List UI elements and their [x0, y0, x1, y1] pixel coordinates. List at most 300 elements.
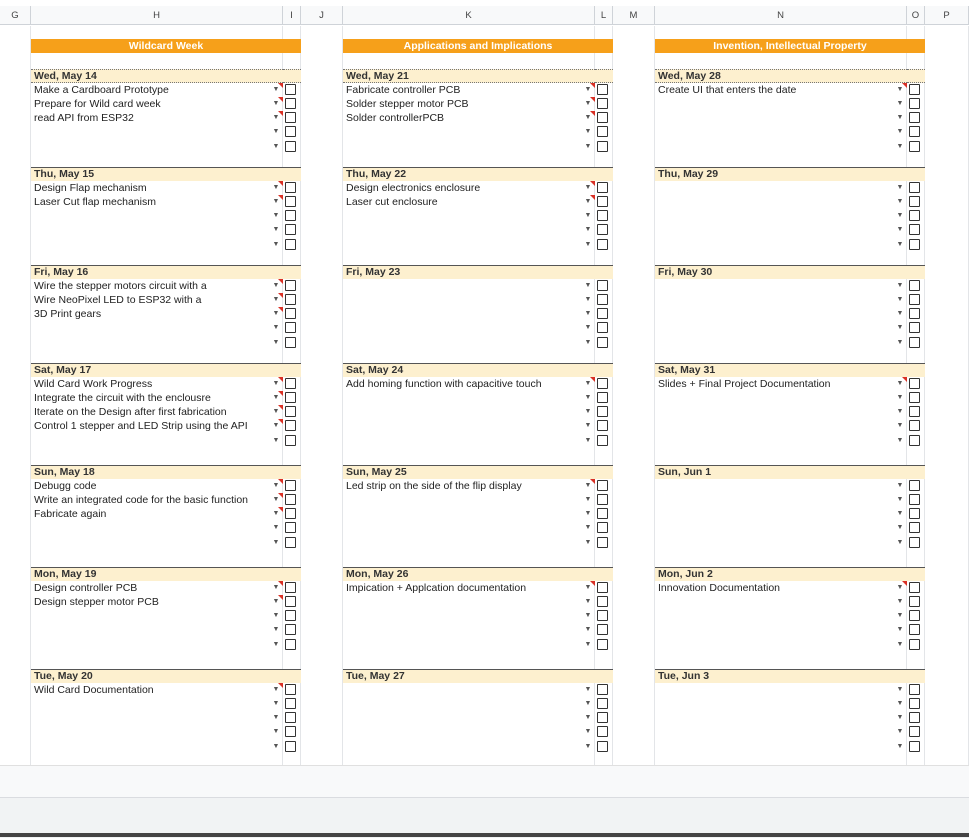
task-cell[interactable]	[655, 479, 895, 493]
task-checkbox[interactable]	[597, 582, 608, 593]
task-checkbox[interactable]	[909, 684, 920, 695]
chevron-down-icon[interactable]: ▼	[896, 626, 904, 633]
task-checkbox[interactable]	[909, 98, 920, 109]
task-checkbox[interactable]	[285, 196, 296, 207]
chevron-down-icon[interactable]: ▼	[272, 408, 280, 415]
day-header[interactable]	[31, 567, 283, 581]
task-checkbox[interactable]	[909, 322, 920, 333]
task-cell[interactable]: Write an integrated code for the basic function	[34, 494, 249, 506]
chevron-down-icon[interactable]: ▼	[896, 408, 904, 415]
task-checkbox[interactable]	[909, 435, 920, 446]
task-checkbox[interactable]	[909, 624, 920, 635]
day-header[interactable]	[655, 567, 907, 581]
chevron-down-icon[interactable]: ▼	[896, 714, 904, 721]
chevron-down-icon[interactable]: ▼	[584, 437, 592, 444]
task-cell[interactable]	[655, 111, 895, 125]
task-checkbox[interactable]	[597, 624, 608, 635]
task-checkbox[interactable]	[909, 698, 920, 709]
week-title[interactable]: Invention, Intellectual Property	[655, 39, 925, 53]
task-checkbox[interactable]	[285, 435, 296, 446]
chevron-down-icon[interactable]: ▼	[272, 524, 280, 531]
task-checkbox[interactable]	[909, 141, 920, 152]
task-cell[interactable]	[655, 711, 895, 725]
task-cell[interactable]	[343, 711, 583, 725]
task-checkbox[interactable]	[285, 406, 296, 417]
task-checkbox[interactable]	[909, 537, 920, 548]
task-cell[interactable]: Impication + Applcation documentation	[346, 582, 527, 594]
task-cell[interactable]	[31, 609, 271, 623]
task-checkbox[interactable]	[285, 508, 296, 519]
task-checkbox[interactable]	[909, 210, 920, 221]
task-checkbox[interactable]	[909, 508, 920, 519]
chevron-down-icon[interactable]: ▼	[896, 524, 904, 531]
task-checkbox[interactable]	[597, 698, 608, 709]
day-header[interactable]	[655, 363, 907, 377]
chevron-down-icon[interactable]: ▼	[272, 380, 280, 387]
task-cell[interactable]: Wire NeoPixel LED to ESP32 with a	[34, 294, 202, 306]
task-cell[interactable]: Iterate on the Design after first fabrication	[34, 406, 227, 418]
task-cell[interactable]: Design stepper motor PCB	[34, 596, 159, 608]
task-checkbox[interactable]	[909, 84, 920, 95]
chevron-down-icon[interactable]: ▼	[896, 437, 904, 444]
task-cell[interactable]: Solder controllerPCB	[346, 112, 445, 124]
task-checkbox[interactable]	[285, 420, 296, 431]
task-cell[interactable]: Fabricate again	[34, 508, 107, 520]
chevron-down-icon[interactable]: ▼	[584, 584, 592, 591]
task-checkbox[interactable]	[285, 239, 296, 250]
task-checkbox[interactable]	[597, 210, 608, 221]
chevron-down-icon[interactable]: ▼	[896, 212, 904, 219]
task-checkbox[interactable]	[909, 420, 920, 431]
chevron-down-icon[interactable]: ▼	[896, 184, 904, 191]
task-checkbox[interactable]	[285, 596, 296, 607]
chevron-down-icon[interactable]: ▼	[584, 86, 592, 93]
column-header-n[interactable]: N	[655, 6, 907, 25]
task-cell[interactable]: Design electronics enclosure	[346, 182, 481, 194]
task-cell[interactable]	[31, 209, 271, 223]
task-checkbox[interactable]	[285, 322, 296, 333]
chevron-down-icon[interactable]: ▼	[584, 324, 592, 331]
chevron-down-icon[interactable]: ▼	[584, 310, 592, 317]
task-checkbox[interactable]	[285, 494, 296, 505]
task-cell[interactable]: Slides + Final Project Documentation	[658, 378, 831, 390]
chevron-down-icon[interactable]: ▼	[896, 114, 904, 121]
task-checkbox[interactable]	[285, 522, 296, 533]
chevron-down-icon[interactable]: ▼	[896, 296, 904, 303]
column-header-l[interactable]: L	[595, 6, 613, 25]
task-cell[interactable]	[343, 223, 583, 237]
task-cell[interactable]	[343, 493, 583, 507]
chevron-down-icon[interactable]: ▼	[896, 743, 904, 750]
chevron-down-icon[interactable]: ▼	[272, 482, 280, 489]
task-checkbox[interactable]	[597, 196, 608, 207]
chevron-down-icon[interactable]: ▼	[584, 598, 592, 605]
chevron-down-icon[interactable]: ▼	[272, 728, 280, 735]
task-cell[interactable]: Wire the stepper motors circuit with a	[34, 280, 207, 292]
chevron-down-icon[interactable]: ▼	[584, 743, 592, 750]
task-checkbox[interactable]	[909, 582, 920, 593]
task-cell[interactable]: Design controller PCB	[34, 582, 138, 594]
chevron-down-icon[interactable]: ▼	[584, 482, 592, 489]
chevron-down-icon[interactable]: ▼	[896, 700, 904, 707]
chevron-down-icon[interactable]: ▼	[896, 394, 904, 401]
chevron-down-icon[interactable]: ▼	[272, 626, 280, 633]
chevron-down-icon[interactable]: ▼	[584, 143, 592, 150]
task-checkbox[interactable]	[597, 406, 608, 417]
task-cell[interactable]: Design Flap mechanism	[34, 182, 147, 194]
task-cell[interactable]: Laser Cut flap mechanism	[34, 196, 156, 208]
task-checkbox[interactable]	[597, 741, 608, 752]
chevron-down-icon[interactable]: ▼	[272, 437, 280, 444]
task-cell[interactable]	[655, 293, 895, 307]
chevron-down-icon[interactable]: ▼	[584, 128, 592, 135]
chevron-down-icon[interactable]: ▼	[272, 128, 280, 135]
day-header[interactable]	[343, 567, 595, 581]
task-cell[interactable]	[31, 697, 271, 711]
chevron-down-icon[interactable]: ▼	[896, 241, 904, 248]
chevron-down-icon[interactable]: ▼	[272, 394, 280, 401]
task-checkbox[interactable]	[909, 294, 920, 305]
task-cell[interactable]	[655, 195, 895, 209]
task-checkbox[interactable]	[597, 684, 608, 695]
task-cell[interactable]: Fabricate controller PCB	[346, 84, 461, 96]
chevron-down-icon[interactable]: ▼	[584, 241, 592, 248]
task-checkbox[interactable]	[909, 522, 920, 533]
task-checkbox[interactable]	[909, 337, 920, 348]
chevron-down-icon[interactable]: ▼	[584, 296, 592, 303]
week-title[interactable]: Wildcard Week	[31, 39, 301, 53]
task-cell[interactable]	[655, 507, 895, 521]
day-header[interactable]	[343, 167, 595, 181]
chevron-down-icon[interactable]: ▼	[584, 612, 592, 619]
task-checkbox[interactable]	[597, 84, 608, 95]
chevron-down-icon[interactable]: ▼	[272, 198, 280, 205]
chevron-down-icon[interactable]: ▼	[272, 114, 280, 121]
task-checkbox[interactable]	[909, 378, 920, 389]
task-cell[interactable]	[343, 405, 583, 419]
column-header-p[interactable]: P	[925, 6, 969, 25]
day-header[interactable]	[31, 265, 283, 279]
chevron-down-icon[interactable]: ▼	[896, 641, 904, 648]
task-checkbox[interactable]	[285, 112, 296, 123]
task-cell[interactable]: Solder stepper motor PCB	[346, 98, 469, 110]
chevron-down-icon[interactable]: ▼	[584, 282, 592, 289]
chevron-down-icon[interactable]: ▼	[584, 212, 592, 219]
task-cell[interactable]	[343, 521, 583, 535]
chevron-down-icon[interactable]: ▼	[896, 584, 904, 591]
task-checkbox[interactable]	[285, 712, 296, 723]
day-header[interactable]	[343, 69, 595, 83]
task-cell[interactable]: Led strip on the side of the flip display	[346, 480, 522, 492]
task-cell[interactable]: Debugg code	[34, 480, 97, 492]
task-cell[interactable]: Create UI that enters the date	[658, 84, 797, 96]
day-header[interactable]	[343, 465, 595, 479]
chevron-down-icon[interactable]: ▼	[896, 380, 904, 387]
chevron-down-icon[interactable]: ▼	[896, 198, 904, 205]
chevron-down-icon[interactable]: ▼	[584, 524, 592, 531]
task-cell[interactable]	[343, 307, 583, 321]
task-checkbox[interactable]	[597, 392, 608, 403]
task-checkbox[interactable]	[285, 210, 296, 221]
chevron-down-icon[interactable]: ▼	[272, 324, 280, 331]
task-checkbox[interactable]	[909, 239, 920, 250]
task-checkbox[interactable]	[285, 182, 296, 193]
task-checkbox[interactable]	[909, 126, 920, 137]
task-checkbox[interactable]	[597, 378, 608, 389]
task-cell[interactable]	[343, 391, 583, 405]
chevron-down-icon[interactable]: ▼	[272, 714, 280, 721]
chevron-down-icon[interactable]: ▼	[896, 496, 904, 503]
task-cell[interactable]	[655, 321, 895, 335]
task-checkbox[interactable]	[285, 308, 296, 319]
chevron-down-icon[interactable]: ▼	[272, 612, 280, 619]
task-cell[interactable]	[655, 609, 895, 623]
task-checkbox[interactable]	[597, 182, 608, 193]
chevron-down-icon[interactable]: ▼	[584, 114, 592, 121]
task-checkbox[interactable]	[597, 610, 608, 621]
day-header[interactable]	[655, 265, 907, 279]
task-checkbox[interactable]	[285, 610, 296, 621]
task-checkbox[interactable]	[597, 224, 608, 235]
task-cell[interactable]	[31, 125, 271, 139]
chevron-down-icon[interactable]: ▼	[896, 86, 904, 93]
task-checkbox[interactable]	[597, 712, 608, 723]
task-cell[interactable]	[343, 507, 583, 521]
task-cell[interactable]	[343, 697, 583, 711]
task-checkbox[interactable]	[285, 337, 296, 348]
task-checkbox[interactable]	[285, 84, 296, 95]
chevron-down-icon[interactable]: ▼	[584, 422, 592, 429]
task-checkbox[interactable]	[285, 224, 296, 235]
task-cell[interactable]	[343, 279, 583, 293]
task-checkbox[interactable]	[597, 337, 608, 348]
task-cell[interactable]	[655, 181, 895, 195]
chevron-down-icon[interactable]: ▼	[272, 339, 280, 346]
task-checkbox[interactable]	[285, 684, 296, 695]
task-cell[interactable]	[655, 223, 895, 237]
chevron-down-icon[interactable]: ▼	[272, 86, 280, 93]
chevron-down-icon[interactable]: ▼	[896, 100, 904, 107]
chevron-down-icon[interactable]: ▼	[896, 539, 904, 546]
task-checkbox[interactable]	[285, 582, 296, 593]
task-cell[interactable]	[655, 125, 895, 139]
task-checkbox[interactable]	[597, 126, 608, 137]
task-cell[interactable]: Add homing function with capacitive touch	[346, 378, 542, 390]
task-checkbox[interactable]	[597, 420, 608, 431]
chevron-down-icon[interactable]: ▼	[272, 226, 280, 233]
task-checkbox[interactable]	[285, 126, 296, 137]
chevron-down-icon[interactable]: ▼	[584, 714, 592, 721]
task-cell[interactable]	[655, 595, 895, 609]
chevron-down-icon[interactable]: ▼	[272, 700, 280, 707]
chevron-down-icon[interactable]: ▼	[584, 510, 592, 517]
chevron-down-icon[interactable]: ▼	[584, 626, 592, 633]
task-checkbox[interactable]	[597, 280, 608, 291]
sheet-tab-bar[interactable]	[0, 797, 969, 838]
chevron-down-icon[interactable]: ▼	[584, 100, 592, 107]
day-header[interactable]	[31, 465, 283, 479]
chevron-down-icon[interactable]: ▼	[584, 539, 592, 546]
task-cell[interactable]	[31, 725, 271, 739]
column-header-h[interactable]: H	[31, 6, 283, 25]
task-checkbox[interactable]	[597, 294, 608, 305]
task-checkbox[interactable]	[285, 141, 296, 152]
day-header[interactable]	[343, 265, 595, 279]
column-header-k[interactable]: K	[343, 6, 595, 25]
task-cell[interactable]	[655, 307, 895, 321]
chevron-down-icon[interactable]: ▼	[272, 241, 280, 248]
task-checkbox[interactable]	[285, 639, 296, 650]
task-cell[interactable]	[655, 391, 895, 405]
chevron-down-icon[interactable]: ▼	[272, 143, 280, 150]
day-header[interactable]	[655, 167, 907, 181]
task-cell[interactable]	[655, 419, 895, 433]
task-cell[interactable]	[655, 521, 895, 535]
task-cell[interactable]	[343, 725, 583, 739]
task-checkbox[interactable]	[285, 537, 296, 548]
chevron-down-icon[interactable]: ▼	[896, 324, 904, 331]
task-cell[interactable]	[655, 97, 895, 111]
task-checkbox[interactable]	[597, 639, 608, 650]
column-header-g[interactable]: G	[0, 6, 31, 25]
chevron-down-icon[interactable]: ▼	[272, 184, 280, 191]
task-cell[interactable]	[343, 209, 583, 223]
task-cell[interactable]	[31, 223, 271, 237]
chevron-down-icon[interactable]: ▼	[272, 641, 280, 648]
task-cell[interactable]: Control 1 stepper and LED Strip using the API	[34, 420, 248, 432]
task-cell[interactable]: Prepare for Wild card week	[34, 98, 161, 110]
task-checkbox[interactable]	[285, 624, 296, 635]
task-checkbox[interactable]	[597, 98, 608, 109]
task-checkbox[interactable]	[285, 294, 296, 305]
chevron-down-icon[interactable]: ▼	[584, 184, 592, 191]
task-cell[interactable]: Wild Card Work Progress	[34, 378, 153, 390]
task-checkbox[interactable]	[909, 726, 920, 737]
task-cell[interactable]	[343, 293, 583, 307]
task-cell[interactable]: read API from ESP32	[34, 112, 134, 124]
task-checkbox[interactable]	[909, 308, 920, 319]
task-checkbox[interactable]	[909, 596, 920, 607]
task-checkbox[interactable]	[909, 280, 920, 291]
chevron-down-icon[interactable]: ▼	[896, 226, 904, 233]
chevron-down-icon[interactable]: ▼	[272, 212, 280, 219]
task-checkbox[interactable]	[285, 480, 296, 491]
task-cell[interactable]: Innovation Documentation	[658, 582, 780, 594]
chevron-down-icon[interactable]: ▼	[584, 641, 592, 648]
task-checkbox[interactable]	[285, 98, 296, 109]
task-checkbox[interactable]	[285, 392, 296, 403]
task-checkbox[interactable]	[909, 480, 920, 491]
chevron-down-icon[interactable]: ▼	[896, 310, 904, 317]
task-cell[interactable]: Integrate the circuit with the enclousre	[34, 392, 211, 404]
task-checkbox[interactable]	[909, 406, 920, 417]
task-checkbox[interactable]	[909, 182, 920, 193]
task-cell[interactable]	[655, 725, 895, 739]
task-cell[interactable]	[343, 419, 583, 433]
task-cell[interactable]	[343, 609, 583, 623]
task-checkbox[interactable]	[597, 322, 608, 333]
chevron-down-icon[interactable]: ▼	[272, 539, 280, 546]
task-cell[interactable]: 3D Print gears	[34, 308, 102, 320]
chevron-down-icon[interactable]: ▼	[272, 584, 280, 591]
chevron-down-icon[interactable]: ▼	[584, 728, 592, 735]
chevron-down-icon[interactable]: ▼	[272, 496, 280, 503]
task-checkbox[interactable]	[285, 378, 296, 389]
chevron-down-icon[interactable]: ▼	[584, 496, 592, 503]
task-checkbox[interactable]	[597, 480, 608, 491]
chevron-down-icon[interactable]: ▼	[896, 728, 904, 735]
task-cell[interactable]	[343, 623, 583, 637]
task-cell[interactable]	[31, 321, 271, 335]
chevron-down-icon[interactable]: ▼	[272, 686, 280, 693]
chevron-down-icon[interactable]: ▼	[584, 380, 592, 387]
chevron-down-icon[interactable]: ▼	[896, 422, 904, 429]
chevron-down-icon[interactable]: ▼	[896, 598, 904, 605]
chevron-down-icon[interactable]: ▼	[584, 226, 592, 233]
day-header[interactable]	[655, 465, 907, 479]
task-checkbox[interactable]	[909, 112, 920, 123]
task-checkbox[interactable]	[909, 639, 920, 650]
task-checkbox[interactable]	[909, 712, 920, 723]
task-checkbox[interactable]	[597, 308, 608, 319]
column-header-m[interactable]: M	[613, 6, 655, 25]
chevron-down-icon[interactable]: ▼	[896, 686, 904, 693]
task-checkbox[interactable]	[285, 698, 296, 709]
chevron-down-icon[interactable]: ▼	[272, 422, 280, 429]
task-cell[interactable]	[655, 697, 895, 711]
task-checkbox[interactable]	[597, 726, 608, 737]
day-header[interactable]	[655, 69, 907, 83]
day-header[interactable]	[343, 363, 595, 377]
task-cell[interactable]	[31, 711, 271, 725]
task-checkbox[interactable]	[597, 435, 608, 446]
chevron-down-icon[interactable]: ▼	[272, 310, 280, 317]
chevron-down-icon[interactable]: ▼	[272, 100, 280, 107]
chevron-down-icon[interactable]: ▼	[584, 339, 592, 346]
task-checkbox[interactable]	[285, 741, 296, 752]
chevron-down-icon[interactable]: ▼	[584, 394, 592, 401]
day-header[interactable]	[31, 363, 283, 377]
week-title[interactable]: Applications and Implications	[343, 39, 613, 53]
task-checkbox[interactable]	[909, 741, 920, 752]
task-cell[interactable]	[343, 125, 583, 139]
chevron-down-icon[interactable]: ▼	[272, 598, 280, 605]
chevron-down-icon[interactable]: ▼	[272, 282, 280, 289]
task-cell[interactable]	[655, 623, 895, 637]
chevron-down-icon[interactable]: ▼	[272, 510, 280, 517]
day-header[interactable]	[31, 69, 283, 83]
chevron-down-icon[interactable]: ▼	[584, 408, 592, 415]
chevron-down-icon[interactable]: ▼	[584, 700, 592, 707]
day-header[interactable]	[655, 669, 907, 683]
task-cell[interactable]	[655, 683, 895, 697]
task-checkbox[interactable]	[597, 112, 608, 123]
chevron-down-icon[interactable]: ▼	[272, 296, 280, 303]
chevron-down-icon[interactable]: ▼	[584, 686, 592, 693]
chevron-down-icon[interactable]: ▼	[896, 282, 904, 289]
task-checkbox[interactable]	[597, 522, 608, 533]
column-header-i[interactable]: I	[283, 6, 301, 25]
task-checkbox[interactable]	[597, 596, 608, 607]
task-checkbox[interactable]	[285, 280, 296, 291]
chevron-down-icon[interactable]: ▼	[896, 143, 904, 150]
task-checkbox[interactable]	[285, 726, 296, 737]
task-cell[interactable]	[343, 595, 583, 609]
task-cell[interactable]: Wild Card Documentation	[34, 684, 154, 696]
day-header[interactable]	[343, 669, 595, 683]
task-checkbox[interactable]	[597, 239, 608, 250]
horizontal-scroll-area[interactable]	[0, 765, 969, 798]
